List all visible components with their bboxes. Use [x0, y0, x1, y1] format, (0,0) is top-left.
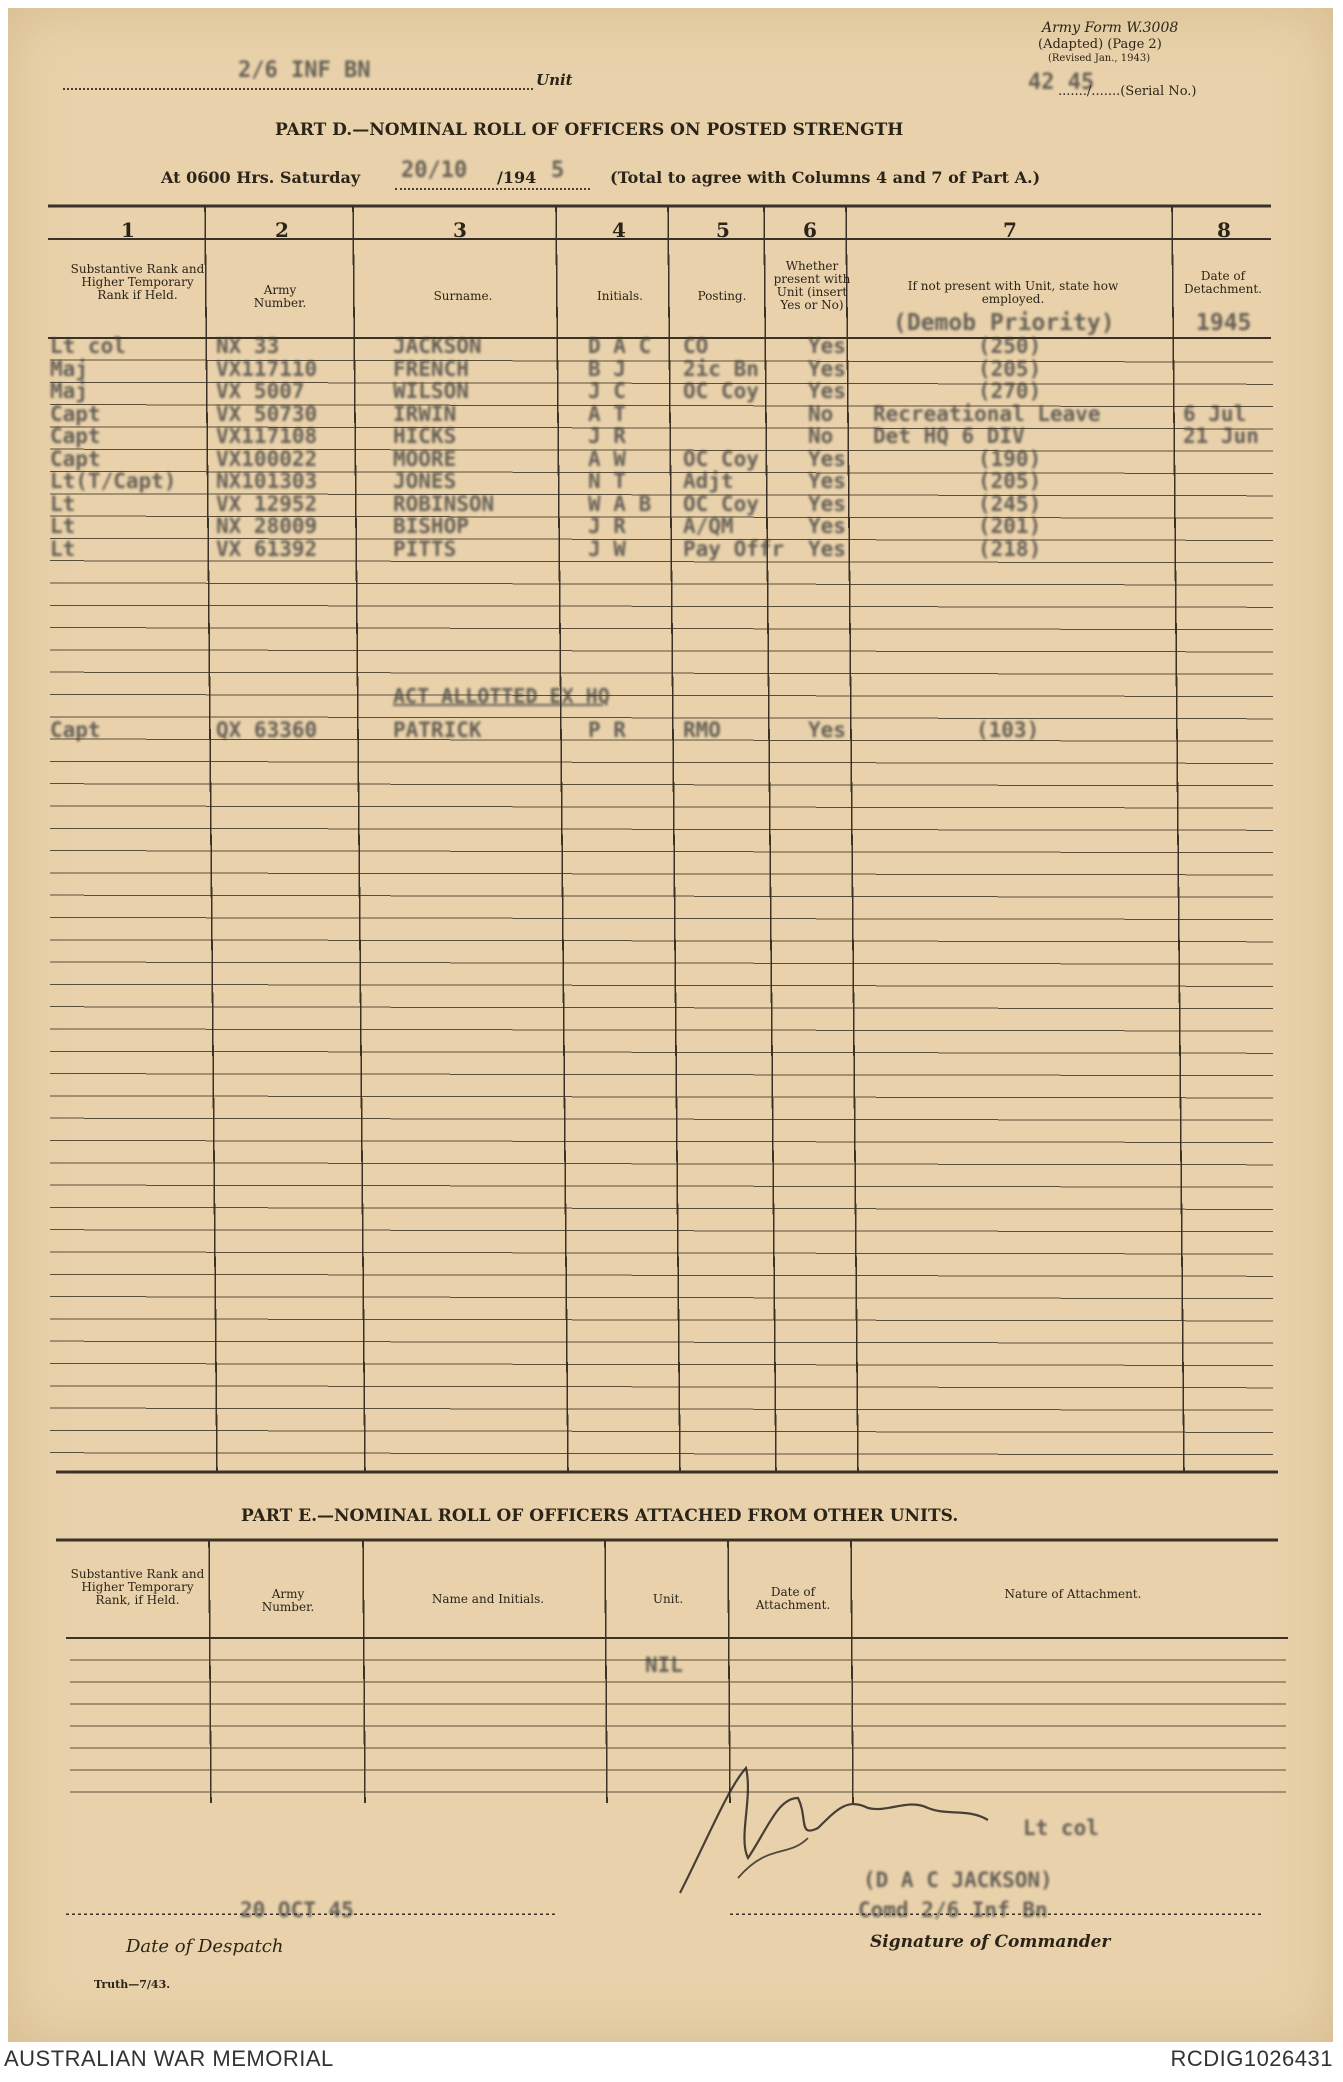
form-id-line3: (Revised Jan., 1943) — [1048, 53, 1151, 64]
attached-rank: Capt — [50, 718, 101, 742]
row-rank: Capt — [50, 446, 101, 471]
signature-comd: Comd 2/6 Inf Bn — [858, 1898, 1048, 1922]
row-posting: Pay Offr — [683, 536, 785, 561]
col8-typed-header: 1945 — [1196, 310, 1252, 336]
row-rank: Lt col — [50, 334, 126, 358]
row-number: NX 33 — [216, 334, 280, 358]
e-header-army-number: Army Number. — [261, 1587, 315, 1614]
e-header-unit: Unit. — [652, 1592, 684, 1606]
attached-number: QX 63360 — [216, 718, 318, 742]
row-initials: J R — [588, 424, 626, 448]
row-date: 21 Jun — [1183, 424, 1259, 448]
form-id-line2: (Adapted) (Page 2) — [1038, 37, 1162, 52]
total-note: (Total to agree with Columns 4 and 7 of Part A.) — [610, 168, 1041, 187]
part-e-title: PART E.—NOMINAL ROLL OF OFFICERS ATTACHED FROM OTHER UNITS. — [241, 1506, 959, 1526]
row-present: Yes — [808, 446, 846, 471]
attached-initials: P R — [588, 718, 626, 742]
row-rank: Lt — [50, 514, 76, 538]
row-present: No — [808, 424, 834, 448]
at-hours-text: At 0600 Hrs. Saturday — [161, 168, 361, 187]
row-number: VX 50730 — [216, 401, 318, 426]
footer-right: RCDIG1026431 — [1170, 2046, 1333, 2071]
col-header-initials: Initials. — [597, 289, 643, 303]
row-number: VX117110 — [216, 356, 318, 381]
attached-heading: ACT ALLOTTED EX HQ — [393, 684, 610, 708]
row-rank: Maj — [50, 356, 88, 381]
e-header-rank: Substantive Rank and Higher Temporary Rank, if Held. — [70, 1567, 205, 1607]
year-digit: 5 — [551, 158, 565, 183]
row-employed: (218) — [978, 536, 1042, 561]
attached-present: Yes — [808, 718, 846, 742]
row-posting: 2ic Bn — [683, 356, 759, 381]
printer-mark: Truth—7/43. — [94, 1978, 171, 1991]
row-surname: MOORE — [393, 446, 457, 471]
row-rank: Lt — [50, 491, 76, 516]
row-number: NX 28009 — [216, 514, 318, 538]
row-present: No — [808, 401, 834, 426]
row-surname: HICKS — [393, 424, 457, 448]
row-number: VX 12952 — [216, 491, 318, 516]
serial-label: ......./.......(Serial No.) — [1058, 84, 1197, 99]
col-num-4: 4 — [612, 218, 626, 242]
row-posting: OC Coy — [683, 379, 759, 403]
row-surname: ROBINSON — [393, 491, 495, 516]
unit-label: Unit — [536, 71, 573, 89]
row-initials: N T — [588, 469, 626, 493]
row-present: Yes — [808, 379, 846, 403]
col-header-employed: If not present with Unit, state how employed. — [907, 279, 1119, 306]
row-number: VX 61392 — [216, 536, 318, 561]
row-rank: Capt — [50, 424, 101, 448]
despatch-label: Date of Despatch — [126, 1936, 284, 1957]
row-surname: WILSON — [393, 379, 469, 403]
document-sheet — [8, 8, 1333, 2042]
col-header-army-number: Army Number. — [253, 283, 307, 310]
row-present: Yes — [808, 536, 846, 561]
col7-typed-header: (Demob Priority) — [893, 310, 1115, 336]
col-num-8: 8 — [1217, 218, 1231, 242]
row-present: Yes — [808, 356, 846, 381]
parade-date-value: 20/10 — [401, 158, 468, 183]
part-d-title: PART D.—NOMINAL ROLL OF OFFICERS ON POSTED STRENGTH — [275, 120, 904, 140]
row-employed: (205) — [978, 469, 1042, 493]
row-employed: (245) — [978, 491, 1042, 516]
part-e-nil: NIL — [645, 1653, 683, 1677]
row-employed: (190) — [978, 446, 1042, 471]
row-surname: JONES — [393, 469, 457, 493]
despatch-date: 20 OCT 45 — [240, 1898, 354, 1922]
col-header-present: Whether present with Unit (insert Yes or No) — [773, 259, 851, 312]
row-posting: A/QM — [683, 514, 734, 538]
col-num-1: 1 — [121, 218, 135, 242]
form-id-line1: Army Form W.3008 — [1042, 20, 1179, 36]
row-rank: Capt — [50, 401, 101, 426]
row-employed: (250) — [978, 334, 1042, 358]
col-num-5: 5 — [716, 218, 730, 242]
row-number: VX117108 — [216, 424, 318, 448]
row-initials: J W — [588, 536, 626, 561]
row-present: Yes — [808, 514, 846, 538]
serial-value: 42 45 — [1028, 70, 1095, 95]
attached-employed: (103) — [976, 718, 1040, 742]
row-surname: PITTS — [393, 536, 457, 561]
row-employed: Det HQ 6 DIV — [873, 424, 1025, 448]
footer-left: AUSTRALIAN WAR MEMORIAL — [4, 2046, 334, 2071]
row-initials: J C — [588, 379, 626, 403]
row-initials: B J — [588, 356, 626, 381]
row-initials: J R — [588, 514, 626, 538]
unit-value: 2/6 INF BN — [238, 58, 371, 83]
signature-rank: Lt col — [1023, 1816, 1099, 1840]
row-surname: BISHOP — [393, 514, 469, 538]
row-employed: Recreational Leave — [873, 401, 1101, 426]
signature-label: Signature of Commander — [870, 1932, 1111, 1952]
row-surname: JACKSON — [393, 334, 482, 358]
row-posting: OC Coy — [683, 491, 759, 516]
col-num-2: 2 — [275, 218, 289, 242]
row-date: 6 Jul — [1183, 401, 1247, 426]
row-employed: (205) — [978, 356, 1042, 381]
row-number: VX 5007 — [216, 379, 305, 403]
row-surname: IRWIN — [393, 401, 457, 426]
row-number: NX101303 — [216, 469, 318, 493]
row-present: Yes — [808, 469, 846, 493]
row-rank: Lt — [50, 536, 76, 561]
row-initials: D A C — [588, 334, 652, 358]
row-present: Yes — [808, 491, 846, 516]
e-header-date-attachment: Date of Attachment. — [755, 1585, 831, 1612]
row-rank: Maj — [50, 379, 88, 403]
row-initials: W A B — [588, 491, 652, 516]
row-posting: OC Coy — [683, 446, 759, 471]
row-present: Yes — [808, 334, 846, 358]
attached-posting: RMO — [683, 718, 721, 742]
row-surname: FRENCH — [393, 356, 469, 381]
e-header-name: Name and Initials. — [431, 1592, 545, 1606]
row-initials: A T — [588, 401, 626, 426]
col-header-posting: Posting. — [697, 289, 747, 303]
e-header-nature: Nature of Attachment. — [1004, 1587, 1142, 1601]
col-num-3: 3 — [453, 218, 467, 242]
part-d-grid — [8, 8, 1333, 2042]
row-number: VX100022 — [216, 446, 318, 471]
year-prefix: /194 — [497, 168, 537, 187]
row-posting: CO — [683, 334, 709, 358]
row-rank: Lt(T/Capt) — [50, 469, 177, 493]
col-header-rank: Substantive Rank and Higher Temporary Rank if Held. — [70, 262, 205, 302]
row-posting: Adjt — [683, 469, 734, 493]
col-num-6: 6 — [803, 218, 817, 242]
row-initials: A W — [588, 446, 626, 471]
col-header-surname: Surname. — [433, 289, 493, 303]
attached-surname: PATRICK — [393, 718, 482, 742]
col-num-7: 7 — [1003, 218, 1017, 242]
signature-name: (D A C JACKSON) — [863, 1868, 1053, 1892]
col-header-date-detachment: Date of Detachment. — [1184, 269, 1262, 296]
row-employed: (270) — [978, 379, 1042, 403]
row-employed: (201) — [978, 514, 1042, 538]
